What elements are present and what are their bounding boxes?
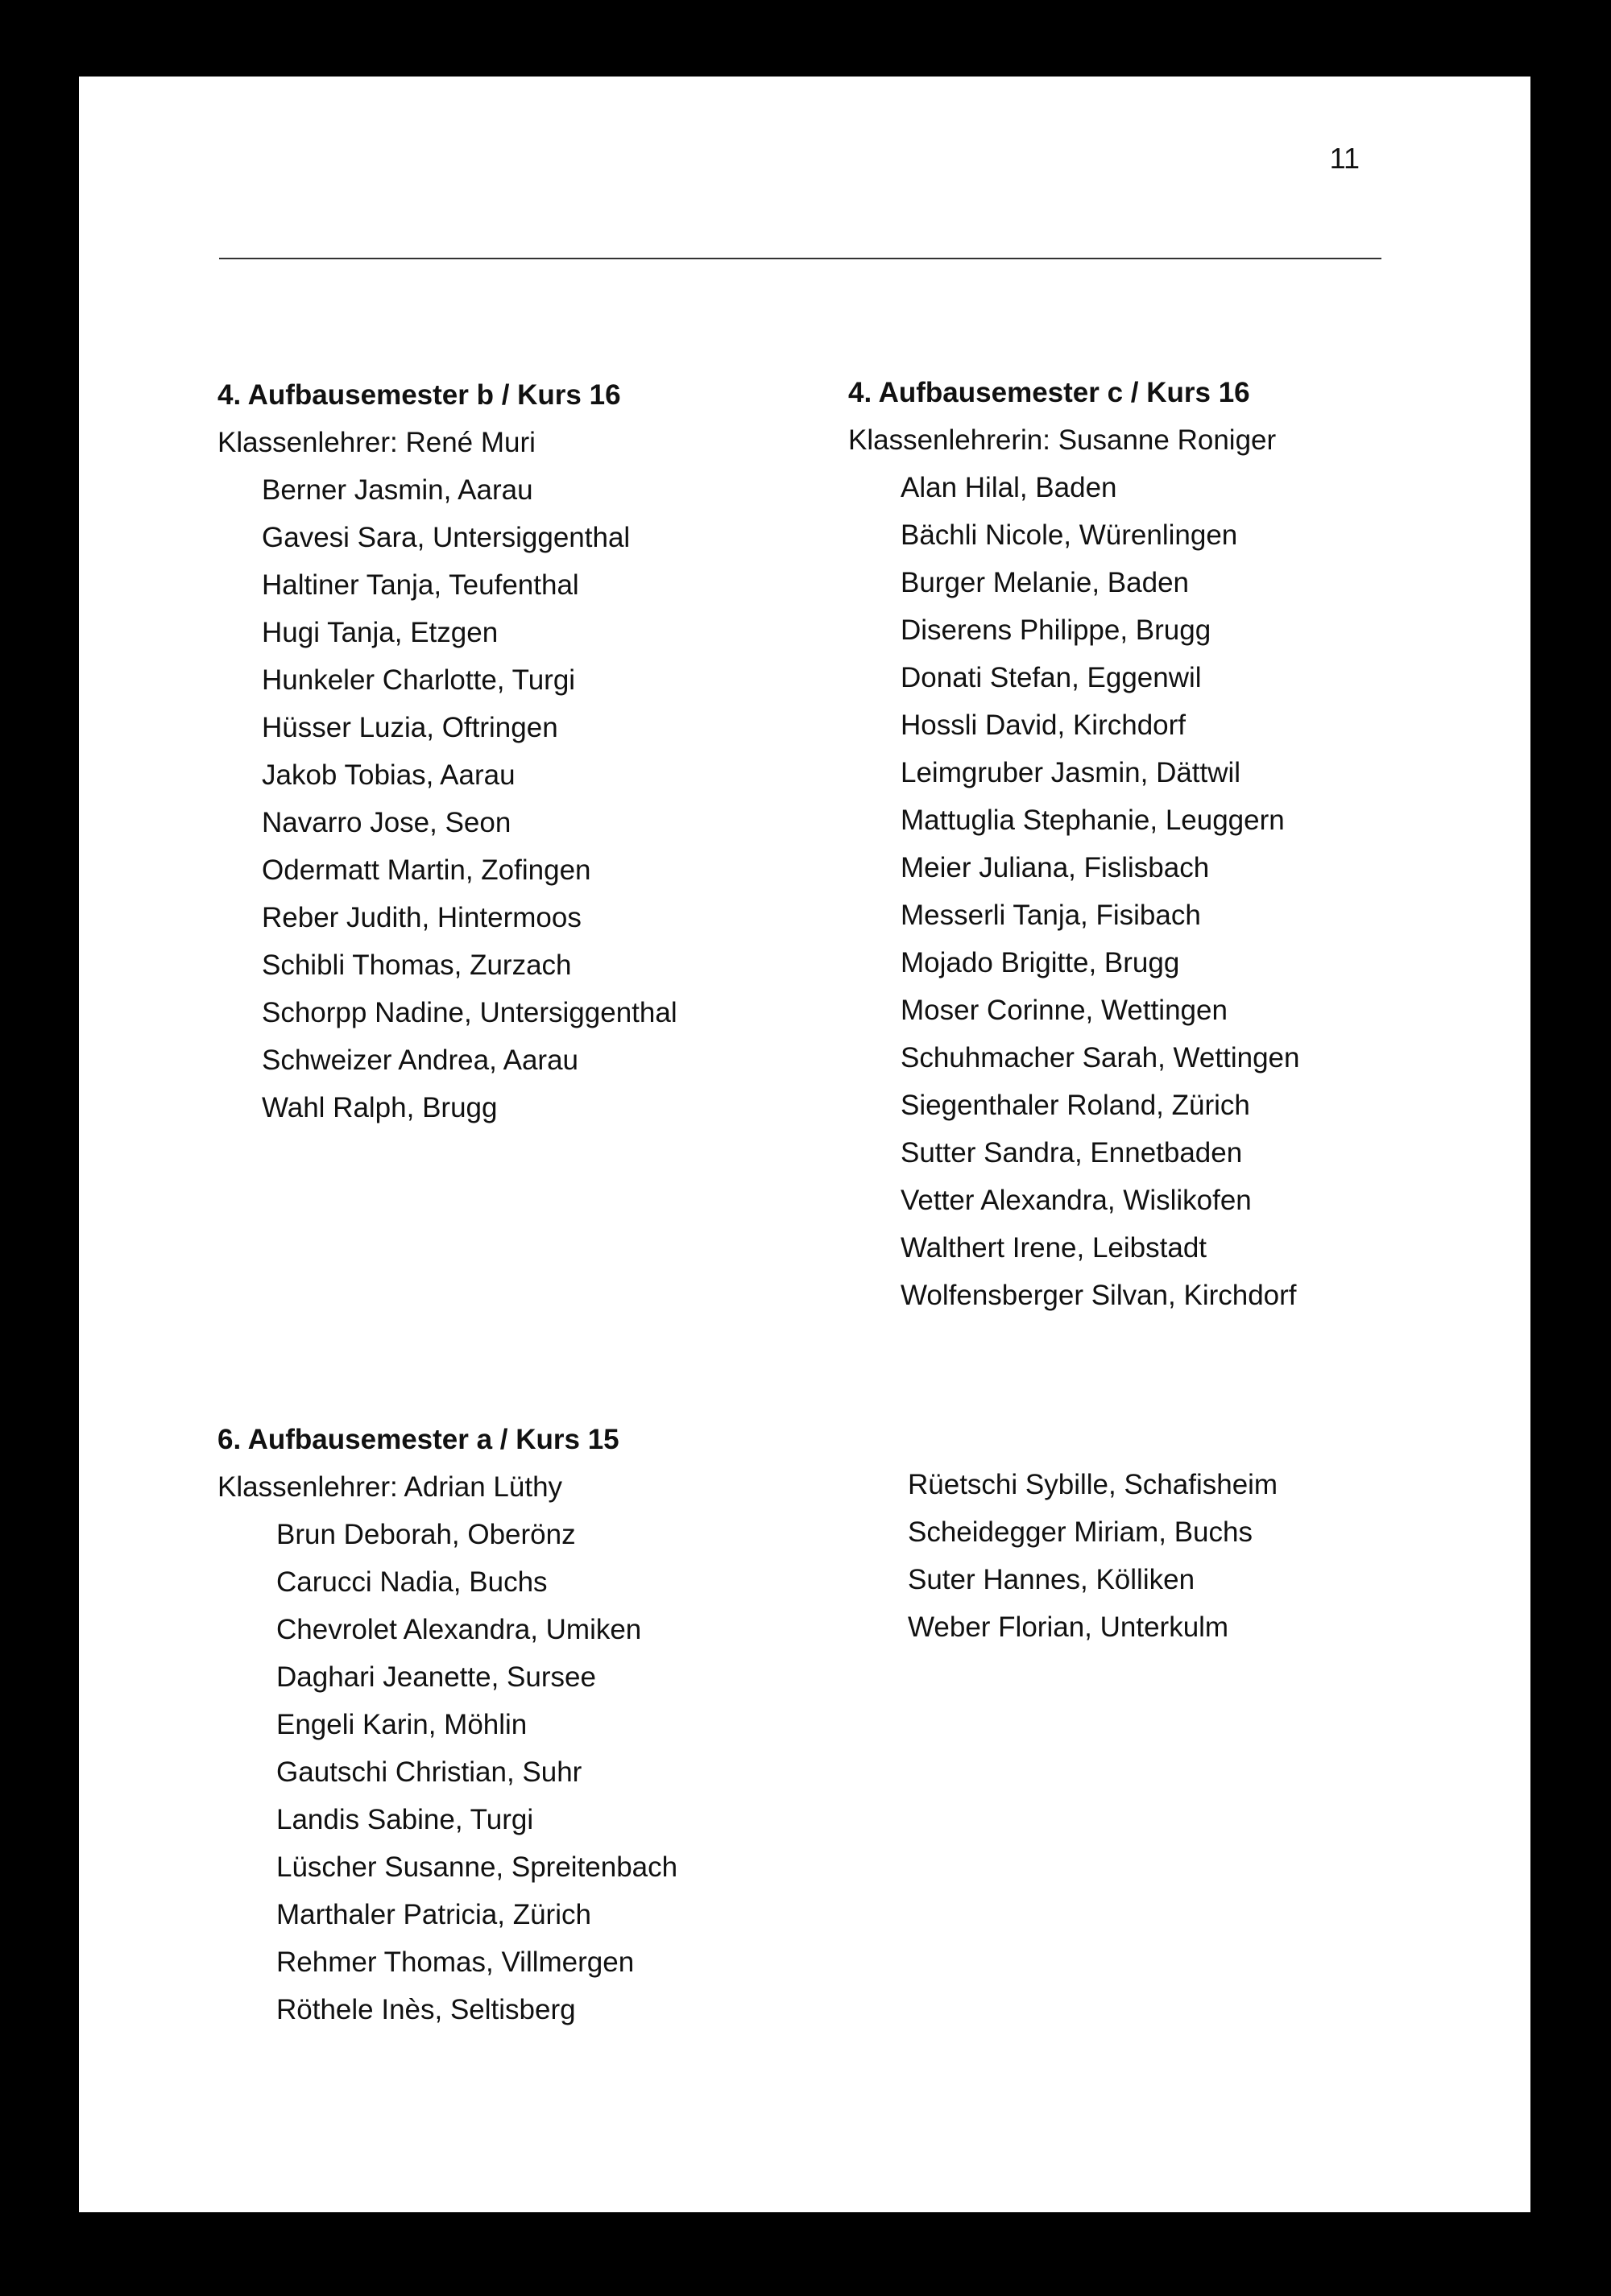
class-section-6a (217, 1416, 677, 2033)
student-item: Engeli Karin, Möhlin (276, 1709, 528, 1740)
student-item: Rehmer Thomas, Villmergen (276, 1946, 635, 1978)
student-item: Wahl Ralph, Brugg (262, 1092, 498, 1123)
header-rule (219, 258, 1381, 259)
student-item: Marthaler Patricia, Zürich (276, 1899, 591, 1930)
student-item: Schweizer Andrea, Aarau (262, 1045, 579, 1076)
class-teacher: Klassenlehrerin: Susanne Roniger (848, 424, 1277, 456)
student-item: Siegenthaler Roland, Zürich (901, 1090, 1250, 1121)
student-item: Suter Hannes, Kölliken (908, 1564, 1195, 1595)
student-list (908, 1461, 1278, 1651)
student-item: Röthele Inès, Seltisberg (276, 1994, 576, 2025)
student-item: Donati Stefan, Eggenwil (901, 662, 1202, 693)
student-item: Leimgruber Jasmin, Dättwil (901, 757, 1241, 788)
student-item: Brun Deborah, Oberönz (276, 1519, 576, 1550)
student-item: Scheidegger Miriam, Buchs (908, 1516, 1253, 1548)
student-item: Bächli Nicole, Würenlingen (901, 519, 1238, 551)
student-item: Meier Juliana, Fislisbach (901, 852, 1210, 883)
student-item: Schibli Thomas, Zurzach (262, 949, 572, 981)
student-item: Landis Sabine, Turgi (276, 1804, 534, 1835)
class-section-6a-continued (908, 1461, 1278, 1651)
student-item: Chevrolet Alexandra, Umiken (276, 1614, 642, 1645)
student-item: Walthert Irene, Leibstadt (901, 1232, 1207, 1264)
student-item: Alan Hilal, Baden (901, 472, 1117, 503)
student-item: Hüsser Luzia, Oftringen (262, 712, 558, 743)
student-list (217, 1511, 677, 2033)
student-item: Jakob Tobias, Aarau (262, 759, 516, 791)
student-list (848, 464, 1299, 1319)
class-teacher: Klassenlehrer: Adrian Lüthy (217, 1471, 563, 1503)
student-item: Hossli David, Kirchdorf (901, 709, 1186, 741)
section-heading: 4. Aufbausemester b / Kurs 16 (217, 379, 621, 411)
student-item: Lüscher Susanne, Spreitenbach (276, 1851, 678, 1883)
student-item: Schuhmacher Sarah, Wettingen (901, 1042, 1300, 1074)
class-teacher: Klassenlehrer: René Muri (217, 427, 536, 458)
section-heading: 4. Aufbausemester c / Kurs 16 (848, 377, 1250, 408)
student-item: Diserens Philippe, Brugg (901, 614, 1211, 646)
student-item: Hugi Tanja, Etzgen (262, 617, 499, 648)
student-item: Rüetschi Sybille, Schafisheim (908, 1469, 1278, 1500)
student-item: Wolfensberger Silvan, Kirchdorf (901, 1280, 1297, 1311)
student-item: Carucci Nadia, Buchs (276, 1566, 548, 1598)
section-heading: 6. Aufbausemester a / Kurs 15 (217, 1424, 619, 1455)
student-item: Mojado Brigitte, Brugg (901, 947, 1180, 978)
student-item: Vetter Alexandra, Wislikofen (901, 1185, 1252, 1216)
student-item: Sutter Sandra, Ennetbaden (901, 1137, 1243, 1169)
student-item: Weber Florian, Unterkulm (908, 1611, 1229, 1643)
student-item: Burger Melanie, Baden (901, 567, 1189, 598)
student-item: Odermatt Martin, Zofingen (262, 854, 591, 886)
student-item: Gavesi Sara, Untersiggenthal (262, 522, 631, 553)
student-item: Berner Jasmin, Aarau (262, 474, 533, 506)
student-item: Moser Corinne, Wettingen (901, 995, 1228, 1026)
class-section-4c (848, 369, 1299, 1319)
student-item: Gautschi Christian, Suhr (276, 1756, 582, 1788)
student-item: Mattuglia Stephanie, Leuggern (901, 805, 1285, 836)
student-item: Messerli Tanja, Fisibach (901, 900, 1201, 931)
student-item: Hunkeler Charlotte, Turgi (262, 664, 576, 696)
student-item: Navarro Jose, Seon (262, 807, 511, 838)
student-item: Daghari Jeanette, Sursee (276, 1661, 596, 1693)
class-section-4b (217, 371, 677, 1131)
student-item: Reber Judith, Hintermoos (262, 902, 582, 933)
page-number: 11 (1329, 142, 1360, 175)
student-list (217, 466, 677, 1131)
student-item: Schorpp Nadine, Untersiggenthal (262, 997, 677, 1028)
student-item: Haltiner Tanja, Teufenthal (262, 569, 579, 601)
